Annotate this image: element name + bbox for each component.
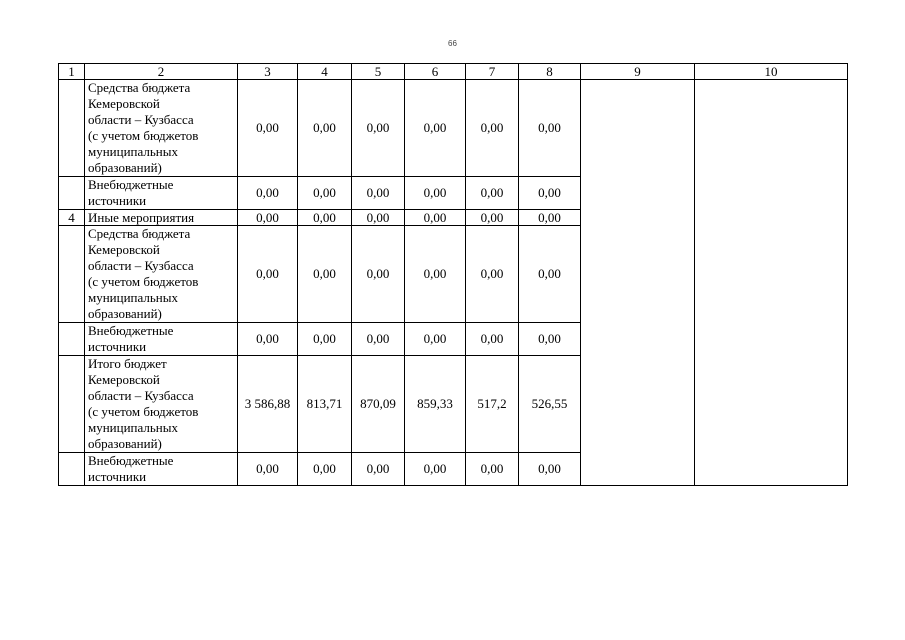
value-cell: 3 586,88 [238, 356, 298, 453]
row-name-line: (с учетом бюджетов [88, 404, 199, 419]
row-name-line: области – Кузбасса [88, 112, 194, 127]
table-body [59, 64, 848, 486]
value-cell: 0,00 [238, 210, 298, 226]
row-name-line: Средства бюджета [88, 226, 191, 241]
value-cell: 526,55 [519, 356, 581, 453]
table-row [59, 80, 848, 177]
row-name-line: Внебюджетные [88, 323, 174, 338]
value-cell: 0,00 [238, 323, 298, 356]
value-cell: 0,00 [405, 80, 466, 177]
value-cell: 0,00 [298, 453, 352, 486]
value-cell: 0,00 [519, 323, 581, 356]
column-header: 9 [581, 64, 695, 80]
column-9-cell [581, 80, 695, 486]
value-cell: 0,00 [298, 210, 352, 226]
value-cell: 0,00 [466, 80, 519, 177]
row-name-cell [85, 80, 238, 177]
row-name-line: Внебюджетные [88, 453, 174, 468]
table-header-row [59, 64, 848, 80]
column-header: 7 [466, 64, 519, 80]
row-name-line: (с учетом бюджетов [88, 128, 199, 143]
value-cell: 859,33 [405, 356, 466, 453]
row-name-line: Итого бюджет [88, 356, 167, 371]
value-cell: 0,00 [519, 453, 581, 486]
row-number-cell [59, 80, 85, 177]
row-name-line: источники [88, 193, 147, 208]
row-name-line: области – Кузбасса [88, 258, 194, 273]
value-cell: 0,00 [298, 323, 352, 356]
row-name-cell [85, 177, 238, 210]
row-name-line: Кемеровской [88, 96, 160, 111]
row-name-line: Кемеровской [88, 242, 160, 257]
column-header: 6 [405, 64, 466, 80]
row-name-cell [85, 453, 238, 486]
row-number-cell [59, 356, 85, 453]
column-header: 10 [695, 64, 848, 80]
row-name-line: Средства бюджета [88, 80, 191, 95]
value-cell: 870,09 [352, 356, 405, 453]
value-cell: 0,00 [466, 210, 519, 226]
row-name-line: образований) [88, 436, 162, 451]
value-cell: 0,00 [298, 226, 352, 323]
value-cell: 0,00 [466, 323, 519, 356]
row-number-cell [59, 323, 85, 356]
row-name-line: муниципальных [88, 144, 179, 159]
row-name-line: муниципальных [88, 290, 179, 305]
column-header: 4 [298, 64, 352, 80]
value-cell: 0,00 [238, 80, 298, 177]
row-number-cell [59, 226, 85, 323]
column-header: 2 [85, 64, 238, 80]
value-cell: 0,00 [352, 177, 405, 210]
row-name-line: источники [88, 469, 147, 484]
row-number-cell: 4 [59, 210, 85, 226]
row-name-line: муниципальных [88, 420, 179, 435]
value-cell: 0,00 [352, 210, 405, 226]
row-number-cell [59, 177, 85, 210]
row-name-line: области – Кузбасса [88, 388, 194, 403]
row-name-line: источники [88, 339, 147, 354]
value-cell: 0,00 [238, 177, 298, 210]
budget-table [58, 63, 848, 486]
value-cell: 0,00 [352, 80, 405, 177]
row-name-cell [85, 210, 238, 226]
column-header: 1 [59, 64, 85, 80]
row-name-line: образований) [88, 160, 162, 175]
row-name-line: Внебюджетные [88, 177, 174, 192]
row-number-cell [59, 453, 85, 486]
value-cell: 813,71 [298, 356, 352, 453]
column-header: 5 [352, 64, 405, 80]
value-cell: 0,00 [466, 226, 519, 323]
value-cell: 0,00 [405, 453, 466, 486]
value-cell: 0,00 [466, 453, 519, 486]
value-cell: 0,00 [238, 226, 298, 323]
row-name-line: образований) [88, 306, 162, 321]
value-cell: 0,00 [405, 177, 466, 210]
row-name-line: (с учетом бюджетов [88, 274, 199, 289]
value-cell: 0,00 [405, 210, 466, 226]
value-cell: 0,00 [519, 210, 581, 226]
row-name-cell [85, 356, 238, 453]
value-cell: 0,00 [405, 226, 466, 323]
value-cell: 0,00 [238, 453, 298, 486]
value-cell: 0,00 [352, 323, 405, 356]
value-cell: 0,00 [466, 177, 519, 210]
value-cell: 0,00 [405, 323, 466, 356]
value-cell: 0,00 [519, 226, 581, 323]
column-header: 8 [519, 64, 581, 80]
value-cell: 0,00 [519, 177, 581, 210]
row-name-cell [85, 226, 238, 323]
value-cell: 0,00 [298, 80, 352, 177]
value-cell: 0,00 [519, 80, 581, 177]
row-name-cell [85, 323, 238, 356]
page-number: 66 [448, 39, 457, 48]
value-cell: 0,00 [352, 226, 405, 323]
value-cell: 0,00 [298, 177, 352, 210]
row-name-line: Иные мероприятия [88, 209, 195, 225]
value-cell: 0,00 [352, 453, 405, 486]
value-cell: 517,2 [466, 356, 519, 453]
row-name-line: Кемеровской [88, 372, 160, 387]
column-header: 3 [238, 64, 298, 80]
column-10-cell [695, 80, 848, 486]
